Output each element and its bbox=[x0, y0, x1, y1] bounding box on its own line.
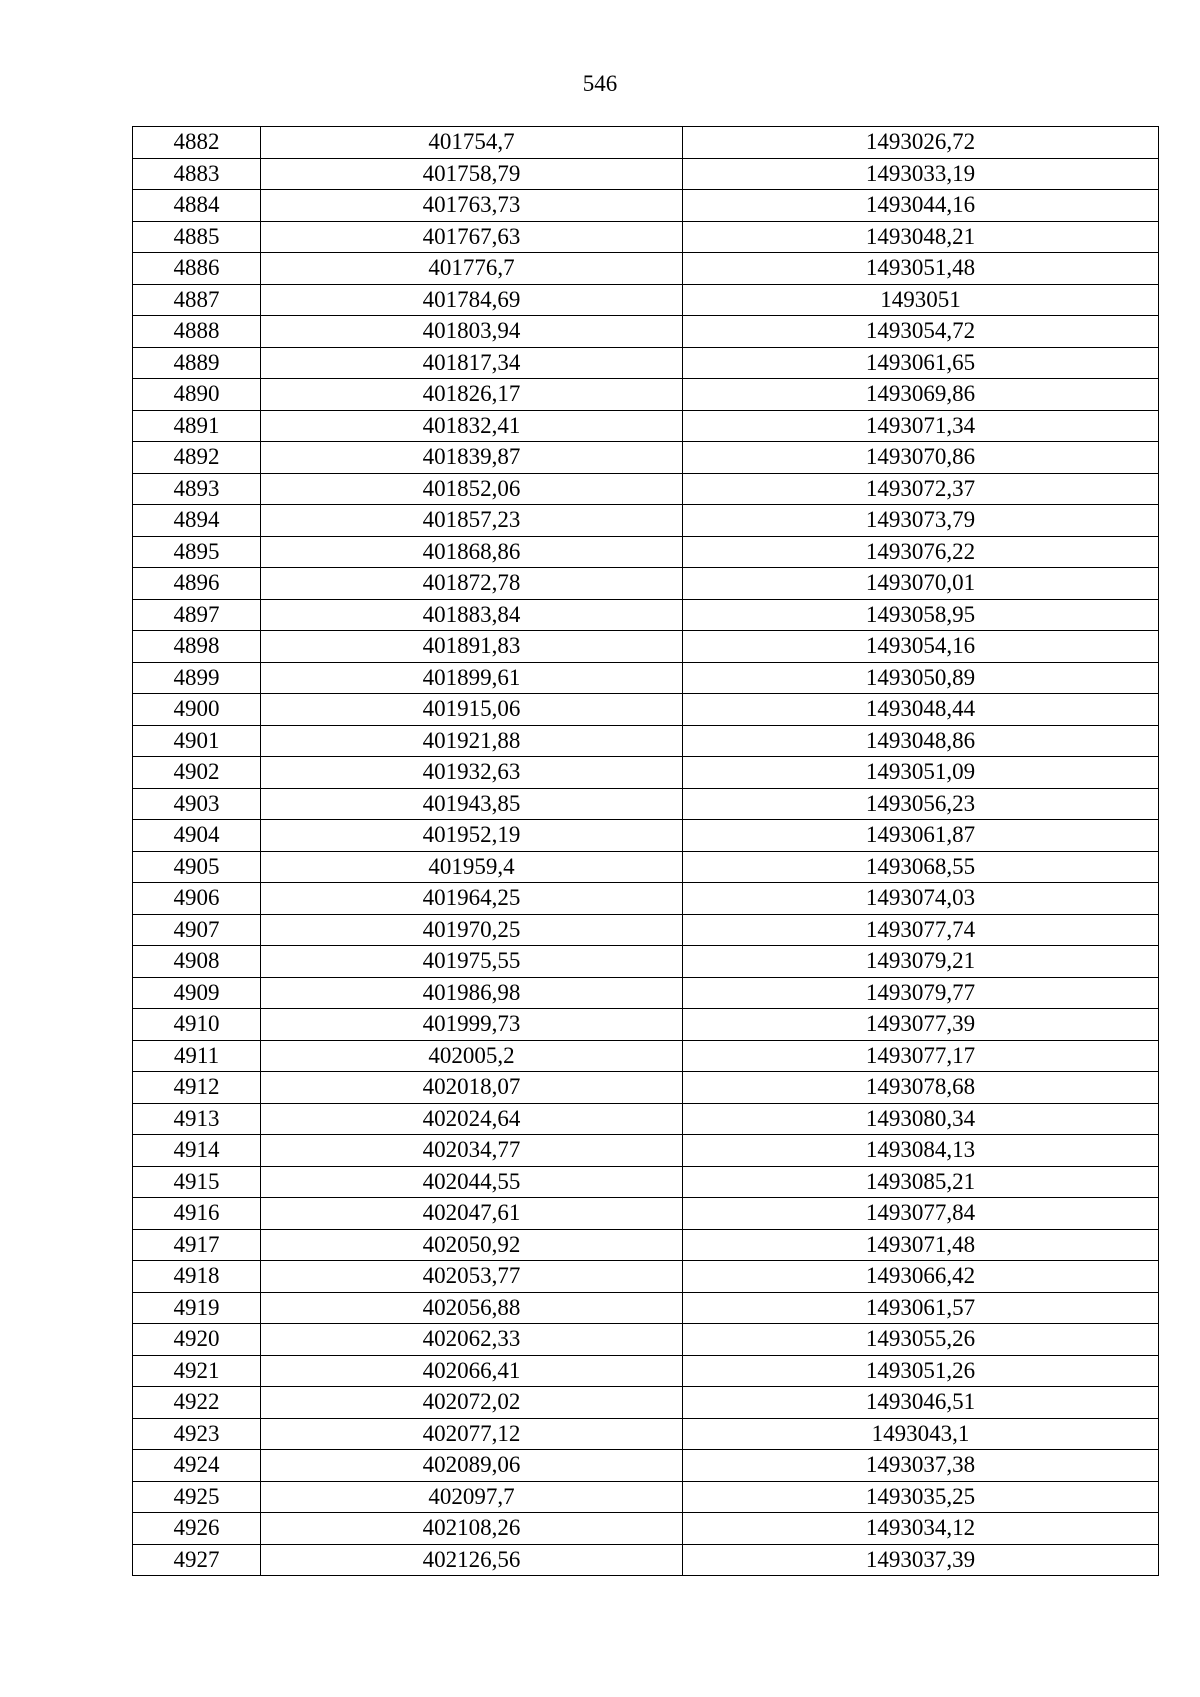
x-coordinate-cell: 402018,07 bbox=[261, 1072, 683, 1104]
table-row bbox=[133, 883, 1159, 915]
table-row bbox=[133, 946, 1159, 978]
y-coordinate-cell: 1493077,84 bbox=[683, 1198, 1159, 1230]
point-number-cell: 4927 bbox=[133, 1544, 261, 1576]
y-coordinate-cell: 1493079,21 bbox=[683, 946, 1159, 978]
x-coordinate-cell: 401921,88 bbox=[261, 725, 683, 757]
x-coordinate-cell: 401817,34 bbox=[261, 347, 683, 379]
x-coordinate-cell: 402024,64 bbox=[261, 1103, 683, 1135]
x-coordinate-cell: 401763,73 bbox=[261, 190, 683, 222]
point-number-cell: 4923 bbox=[133, 1418, 261, 1450]
y-coordinate-cell: 1493078,68 bbox=[683, 1072, 1159, 1104]
point-number-cell: 4924 bbox=[133, 1450, 261, 1482]
x-coordinate-cell: 401986,98 bbox=[261, 977, 683, 1009]
x-coordinate-cell: 401852,06 bbox=[261, 473, 683, 505]
y-coordinate-cell: 1493037,39 bbox=[683, 1544, 1159, 1576]
table-row bbox=[133, 568, 1159, 600]
coordinates-table-body bbox=[133, 127, 1159, 1576]
y-coordinate-cell: 1493044,16 bbox=[683, 190, 1159, 222]
table-row bbox=[133, 1103, 1159, 1135]
point-number-cell: 4914 bbox=[133, 1135, 261, 1167]
point-number-cell: 4920 bbox=[133, 1324, 261, 1356]
table-row bbox=[133, 316, 1159, 348]
table-row bbox=[133, 977, 1159, 1009]
x-coordinate-cell: 401826,17 bbox=[261, 379, 683, 411]
point-number-cell: 4897 bbox=[133, 599, 261, 631]
x-coordinate-cell: 401872,78 bbox=[261, 568, 683, 600]
point-number-cell: 4893 bbox=[133, 473, 261, 505]
table-row bbox=[133, 788, 1159, 820]
y-coordinate-cell: 1493051,09 bbox=[683, 757, 1159, 789]
x-coordinate-cell: 401868,86 bbox=[261, 536, 683, 568]
table-row bbox=[133, 1355, 1159, 1387]
table-row bbox=[133, 1450, 1159, 1482]
y-coordinate-cell: 1493077,17 bbox=[683, 1040, 1159, 1072]
x-coordinate-cell: 402047,61 bbox=[261, 1198, 683, 1230]
y-coordinate-cell: 1493051,48 bbox=[683, 253, 1159, 285]
point-number-cell: 4896 bbox=[133, 568, 261, 600]
point-number-cell: 4898 bbox=[133, 631, 261, 663]
point-number-cell: 4883 bbox=[133, 158, 261, 190]
x-coordinate-cell: 401970,25 bbox=[261, 914, 683, 946]
point-number-cell: 4889 bbox=[133, 347, 261, 379]
point-number-cell: 4902 bbox=[133, 757, 261, 789]
y-coordinate-cell: 1493077,74 bbox=[683, 914, 1159, 946]
x-coordinate-cell: 402126,56 bbox=[261, 1544, 683, 1576]
y-coordinate-cell: 1493051,26 bbox=[683, 1355, 1159, 1387]
x-coordinate-cell: 401915,06 bbox=[261, 694, 683, 726]
x-coordinate-cell: 402056,88 bbox=[261, 1292, 683, 1324]
table-row bbox=[133, 851, 1159, 883]
y-coordinate-cell: 1493058,95 bbox=[683, 599, 1159, 631]
page-number: 546 bbox=[582, 71, 618, 96]
point-number-cell: 4888 bbox=[133, 316, 261, 348]
y-coordinate-cell: 1493061,57 bbox=[683, 1292, 1159, 1324]
x-coordinate-cell: 402089,06 bbox=[261, 1450, 683, 1482]
point-number-cell: 4912 bbox=[133, 1072, 261, 1104]
table-row bbox=[133, 757, 1159, 789]
x-coordinate-cell: 402066,41 bbox=[261, 1355, 683, 1387]
x-coordinate-cell: 401784,69 bbox=[261, 284, 683, 316]
table-row bbox=[133, 379, 1159, 411]
table-row bbox=[133, 127, 1159, 159]
table-row bbox=[133, 631, 1159, 663]
y-coordinate-cell: 1493056,23 bbox=[683, 788, 1159, 820]
y-coordinate-cell: 1493035,25 bbox=[683, 1481, 1159, 1513]
x-coordinate-cell: 401891,83 bbox=[261, 631, 683, 663]
point-number-cell: 4886 bbox=[133, 253, 261, 285]
table-row bbox=[133, 410, 1159, 442]
y-coordinate-cell: 1493046,51 bbox=[683, 1387, 1159, 1419]
x-coordinate-cell: 401964,25 bbox=[261, 883, 683, 915]
x-coordinate-cell: 401839,87 bbox=[261, 442, 683, 474]
coordinates-table bbox=[132, 126, 1159, 1576]
table-row bbox=[133, 1261, 1159, 1293]
table-row bbox=[133, 1229, 1159, 1261]
x-coordinate-cell: 401767,63 bbox=[261, 221, 683, 253]
table-row bbox=[133, 505, 1159, 537]
x-coordinate-cell: 401975,55 bbox=[261, 946, 683, 978]
table-row bbox=[133, 253, 1159, 285]
point-number-cell: 4921 bbox=[133, 1355, 261, 1387]
table-row bbox=[133, 914, 1159, 946]
point-number-cell: 4917 bbox=[133, 1229, 261, 1261]
point-number-cell: 4885 bbox=[133, 221, 261, 253]
table-row bbox=[133, 536, 1159, 568]
point-number-cell: 4926 bbox=[133, 1513, 261, 1545]
x-coordinate-cell: 401857,23 bbox=[261, 505, 683, 537]
x-coordinate-cell: 401776,7 bbox=[261, 253, 683, 285]
y-coordinate-cell: 1493073,79 bbox=[683, 505, 1159, 537]
point-number-cell: 4899 bbox=[133, 662, 261, 694]
x-coordinate-cell: 401899,61 bbox=[261, 662, 683, 694]
table-row bbox=[133, 1481, 1159, 1513]
point-number-cell: 4890 bbox=[133, 379, 261, 411]
y-coordinate-cell: 1493051 bbox=[683, 284, 1159, 316]
point-number-cell: 4895 bbox=[133, 536, 261, 568]
table-row bbox=[133, 725, 1159, 757]
point-number-cell: 4900 bbox=[133, 694, 261, 726]
x-coordinate-cell: 402097,7 bbox=[261, 1481, 683, 1513]
table-row bbox=[133, 662, 1159, 694]
x-coordinate-cell: 402062,33 bbox=[261, 1324, 683, 1356]
y-coordinate-cell: 1493061,87 bbox=[683, 820, 1159, 852]
y-coordinate-cell: 1493070,86 bbox=[683, 442, 1159, 474]
table-row bbox=[133, 1324, 1159, 1356]
point-number-cell: 4901 bbox=[133, 725, 261, 757]
x-coordinate-cell: 401883,84 bbox=[261, 599, 683, 631]
table-row bbox=[133, 1166, 1159, 1198]
y-coordinate-cell: 1493076,22 bbox=[683, 536, 1159, 568]
point-number-cell: 4882 bbox=[133, 127, 261, 159]
table-row bbox=[133, 1135, 1159, 1167]
table-row bbox=[133, 1292, 1159, 1324]
y-coordinate-cell: 1493037,38 bbox=[683, 1450, 1159, 1482]
y-coordinate-cell: 1493071,34 bbox=[683, 410, 1159, 442]
point-number-cell: 4913 bbox=[133, 1103, 261, 1135]
table-row bbox=[133, 347, 1159, 379]
y-coordinate-cell: 1493084,13 bbox=[683, 1135, 1159, 1167]
point-number-cell: 4887 bbox=[133, 284, 261, 316]
x-coordinate-cell: 402077,12 bbox=[261, 1418, 683, 1450]
table-row bbox=[133, 190, 1159, 222]
x-coordinate-cell: 402072,02 bbox=[261, 1387, 683, 1419]
y-coordinate-cell: 1493061,65 bbox=[683, 347, 1159, 379]
table-row bbox=[133, 1072, 1159, 1104]
y-coordinate-cell: 1493085,21 bbox=[683, 1166, 1159, 1198]
y-coordinate-cell: 1493034,12 bbox=[683, 1513, 1159, 1545]
point-number-cell: 4905 bbox=[133, 851, 261, 883]
y-coordinate-cell: 1493050,89 bbox=[683, 662, 1159, 694]
y-coordinate-cell: 1493055,26 bbox=[683, 1324, 1159, 1356]
x-coordinate-cell: 401832,41 bbox=[261, 410, 683, 442]
point-number-cell: 4906 bbox=[133, 883, 261, 915]
point-number-cell: 4919 bbox=[133, 1292, 261, 1324]
y-coordinate-cell: 1493048,44 bbox=[683, 694, 1159, 726]
y-coordinate-cell: 1493071,48 bbox=[683, 1229, 1159, 1261]
y-coordinate-cell: 1493074,03 bbox=[683, 883, 1159, 915]
table-row bbox=[133, 1544, 1159, 1576]
table-row bbox=[133, 1009, 1159, 1041]
table-row bbox=[133, 1513, 1159, 1545]
point-number-cell: 4907 bbox=[133, 914, 261, 946]
point-number-cell: 4908 bbox=[133, 946, 261, 978]
point-number-cell: 4894 bbox=[133, 505, 261, 537]
point-number-cell: 4910 bbox=[133, 1009, 261, 1041]
table-row bbox=[133, 221, 1159, 253]
point-number-cell: 4922 bbox=[133, 1387, 261, 1419]
x-coordinate-cell: 401932,63 bbox=[261, 757, 683, 789]
y-coordinate-cell: 1493069,86 bbox=[683, 379, 1159, 411]
x-coordinate-cell: 401754,7 bbox=[261, 127, 683, 159]
y-coordinate-cell: 1493048,21 bbox=[683, 221, 1159, 253]
point-number-cell: 4925 bbox=[133, 1481, 261, 1513]
point-number-cell: 4915 bbox=[133, 1166, 261, 1198]
table-row bbox=[133, 158, 1159, 190]
point-number-cell: 4903 bbox=[133, 788, 261, 820]
y-coordinate-cell: 1493079,77 bbox=[683, 977, 1159, 1009]
table-row bbox=[133, 694, 1159, 726]
y-coordinate-cell: 1493033,19 bbox=[683, 158, 1159, 190]
y-coordinate-cell: 1493077,39 bbox=[683, 1009, 1159, 1041]
point-number-cell: 4904 bbox=[133, 820, 261, 852]
table-row bbox=[133, 473, 1159, 505]
point-number-cell: 4892 bbox=[133, 442, 261, 474]
y-coordinate-cell: 1493054,72 bbox=[683, 316, 1159, 348]
point-number-cell: 4884 bbox=[133, 190, 261, 222]
x-coordinate-cell: 402053,77 bbox=[261, 1261, 683, 1293]
point-number-cell: 4916 bbox=[133, 1198, 261, 1230]
x-coordinate-cell: 401758,79 bbox=[261, 158, 683, 190]
point-number-cell: 4918 bbox=[133, 1261, 261, 1293]
point-number-cell: 4891 bbox=[133, 410, 261, 442]
table-row bbox=[133, 1040, 1159, 1072]
y-coordinate-cell: 1493043,1 bbox=[683, 1418, 1159, 1450]
y-coordinate-cell: 1493070,01 bbox=[683, 568, 1159, 600]
y-coordinate-cell: 1493054,16 bbox=[683, 631, 1159, 663]
y-coordinate-cell: 1493068,55 bbox=[683, 851, 1159, 883]
x-coordinate-cell: 402005,2 bbox=[261, 1040, 683, 1072]
x-coordinate-cell: 402034,77 bbox=[261, 1135, 683, 1167]
y-coordinate-cell: 1493026,72 bbox=[683, 127, 1159, 159]
table-row bbox=[133, 1387, 1159, 1419]
x-coordinate-cell: 401952,19 bbox=[261, 820, 683, 852]
y-coordinate-cell: 1493066,42 bbox=[683, 1261, 1159, 1293]
x-coordinate-cell: 401999,73 bbox=[261, 1009, 683, 1041]
table-row bbox=[133, 820, 1159, 852]
x-coordinate-cell: 401803,94 bbox=[261, 316, 683, 348]
y-coordinate-cell: 1493048,86 bbox=[683, 725, 1159, 757]
x-coordinate-cell: 401943,85 bbox=[261, 788, 683, 820]
x-coordinate-cell: 402050,92 bbox=[261, 1229, 683, 1261]
x-coordinate-cell: 401959,4 bbox=[261, 851, 683, 883]
table-row bbox=[133, 1198, 1159, 1230]
table-row bbox=[133, 1418, 1159, 1450]
table-row bbox=[133, 599, 1159, 631]
point-number-cell: 4911 bbox=[133, 1040, 261, 1072]
x-coordinate-cell: 402108,26 bbox=[261, 1513, 683, 1545]
table-row bbox=[133, 442, 1159, 474]
y-coordinate-cell: 1493072,37 bbox=[683, 473, 1159, 505]
point-number-cell: 4909 bbox=[133, 977, 261, 1009]
y-coordinate-cell: 1493080,34 bbox=[683, 1103, 1159, 1135]
table-row bbox=[133, 284, 1159, 316]
x-coordinate-cell: 402044,55 bbox=[261, 1166, 683, 1198]
